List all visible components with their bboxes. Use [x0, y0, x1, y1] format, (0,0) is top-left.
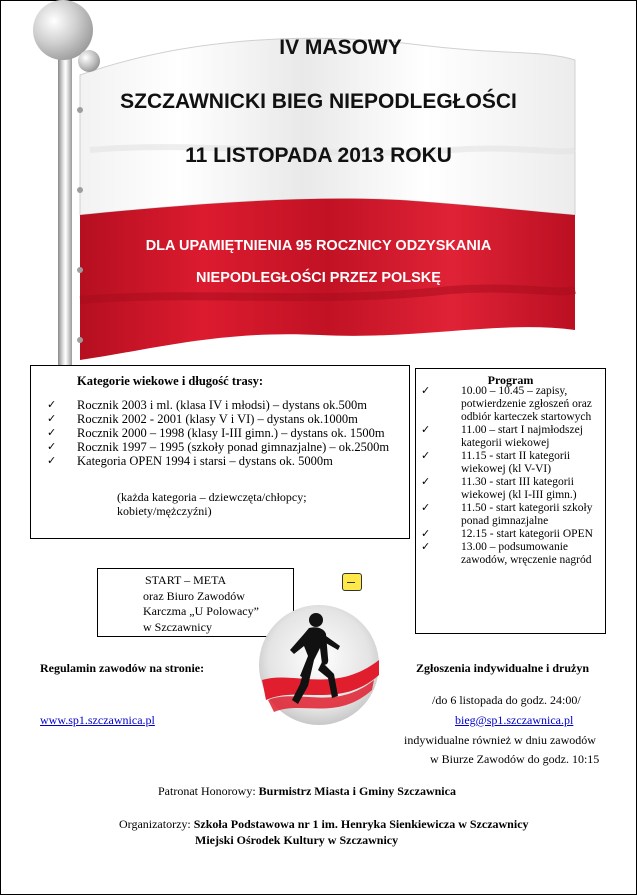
program-box: [415, 368, 606, 634]
regulations-label: Regulamin zawodów na stronie:: [40, 661, 205, 675]
subtitle-line2: NIEPODLEGŁOŚCI PRZEZ POLSKĘ: [196, 270, 441, 286]
runner-emblem: [254, 600, 384, 730]
categories-list: [47, 398, 389, 468]
categories-heading: Kategorie wiekowe i długość trasy:: [77, 374, 264, 388]
comment-icon[interactable]: [342, 573, 362, 591]
list-item: ✓ Rocznik 1997 – 1995 (szkoły ponad gimnazjalne) – ok.2500m: [47, 440, 390, 454]
list-item: ✓ 13.00 – podsumowanie zawodów, wręczenie nagród: [421, 541, 592, 566]
start-line4: w Szczawnicy: [143, 619, 212, 634]
categories-box: [30, 365, 410, 539]
list-item: ✓ 11.30 - start III kategorii wiekowej (kl I-III gimn.): [421, 476, 577, 501]
program-heading: Program: [487, 373, 534, 387]
start-line2: oraz Biuro Zawodów: [143, 588, 245, 603]
regulations-link[interactable]: www.sp1.szczawnica.pl: [40, 713, 155, 727]
patron-line: [158, 784, 456, 799]
check-icon: ✓: [47, 413, 57, 425]
organizers-prefix: Organizatorzy:: [119, 817, 194, 831]
list-item: ✓ 10.00 – 10.45 – zapisy, potwierdzenie zgłoszeń oraz odbiór karteczek startowych: [421, 385, 592, 423]
check-icon: ✓: [421, 541, 431, 553]
check-icon: ✓: [47, 399, 57, 411]
list-item: ✓ 12.15 - start kategorii OPEN: [421, 528, 593, 540]
list-item: ✓ Rocznik 2003 i ml. (klasa IV i młodsi) – dystans ok.500m: [47, 398, 368, 412]
organizer-school: Szkoła Podstawowa nr 1 im. Henryka Sienkiewicza w Szczawnicy: [193, 817, 529, 831]
subtitle-line1: DLA UPAMIĘTNIENIA 95 ROCZNICY ODZYSKANIA: [145, 238, 492, 254]
check-icon: ✓: [47, 427, 57, 439]
categories-note: (każda kategoria – dziewczęta/chłopcy; kobiety/mężczyźni): [117, 490, 307, 518]
check-icon: ✓: [421, 424, 431, 436]
registration-label: Zgłoszenia indywidualne i drużyn: [416, 661, 590, 675]
registration-deadline: /do 6 listopada do godz. 24:00/: [432, 693, 581, 707]
start-line1: START – META: [145, 573, 227, 587]
patron-prefix: Patronat Honorowy:: [158, 784, 259, 798]
organizers-line1: [119, 817, 529, 832]
list-item: ✓ Rocznik 2002 - 2001 (klasy V i VI) – dystans ok.1000m: [47, 412, 358, 426]
list-item: ✓ 11.50 - start kategorii szkoły ponad gimnazjalne: [421, 502, 593, 527]
start-line3: Karczma „U Polowacy”: [143, 604, 259, 618]
check-icon: ✓: [47, 455, 57, 467]
patron-name: Burmistrz Miasta i Gminy Szczawnica: [258, 784, 456, 798]
program-list: [421, 385, 601, 567]
list-item: ✓ 11.00 – start I najmłodszej kategorii wiekowej: [421, 424, 583, 449]
registration-onsite2: w Biurze Zawodów do godz. 10:15: [430, 752, 600, 766]
check-icon: ✓: [47, 441, 57, 453]
list-item: ✓ Rocznik 2000 – 1998 (klasy I-III gimn.) – dystans ok. 1500m: [47, 426, 385, 440]
check-icon: ✓: [421, 528, 431, 540]
check-icon: ✓: [421, 476, 431, 488]
list-item: ✓ Kategoria OPEN 1994 i starsi – dystans ok. 5000m: [47, 454, 333, 468]
title-line1: IV MASOWY: [279, 36, 402, 59]
registration-email-link[interactable]: bieg@sp1.szczawnica.pl: [455, 713, 574, 727]
title-line3: 11 LISTOPADA 2013 ROKU: [185, 144, 452, 167]
start-meta-text: [143, 573, 259, 635]
check-icon: ✓: [421, 385, 431, 397]
check-icon: ✓: [421, 502, 431, 514]
organizer-culture-center: Miejski Ośrodek Kultury w Szczawnicy: [195, 833, 399, 847]
registration-onsite1: indywidualne również w dniu zawodów: [404, 733, 596, 747]
title-line2: SZCZAWNICKI BIEG NIEPODLEGŁOŚCI: [120, 90, 517, 113]
check-icon: ✓: [421, 450, 431, 462]
list-item: ✓ 11.15 - start II kategorii wiekowej (kl V-VI): [421, 450, 571, 475]
